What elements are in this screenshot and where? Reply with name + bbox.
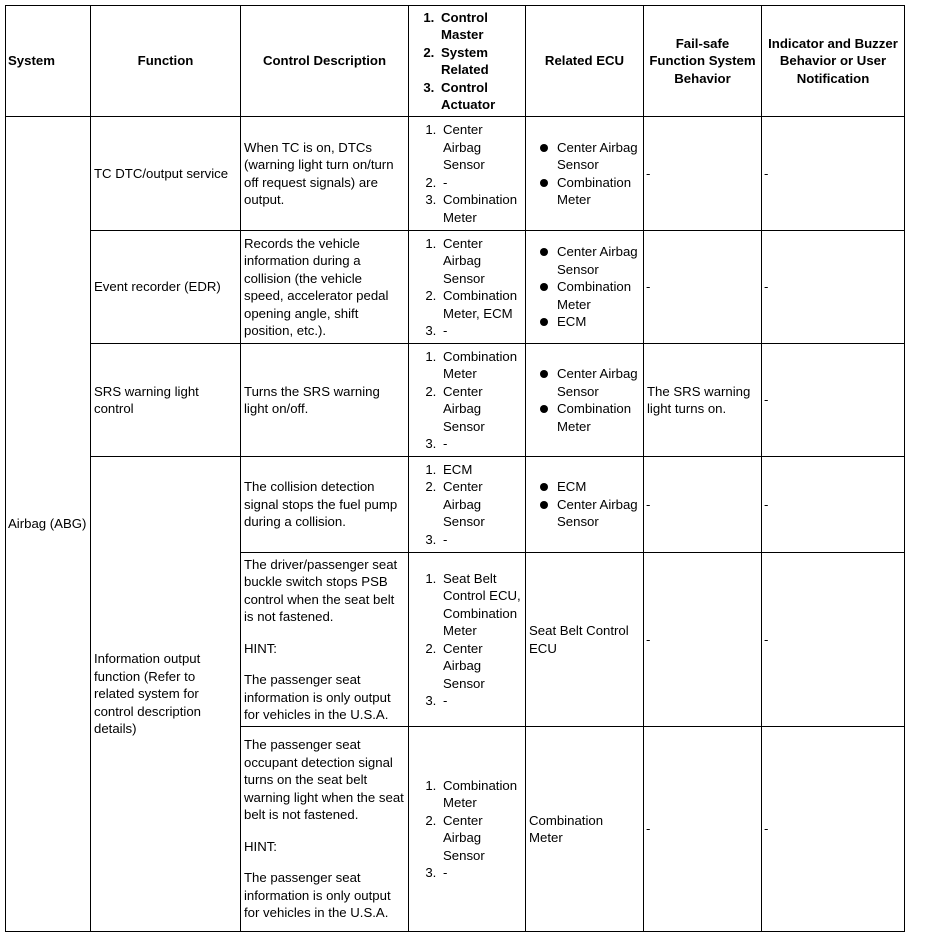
control-master: 1. Center Airbag Sensor: [440, 121, 522, 174]
control-actuator: 3. -: [440, 692, 522, 710]
system-cell: Airbag (ABG): [6, 117, 91, 932]
hint-text: The passenger seat information is only output for vehicles in the U.S.A.: [244, 672, 391, 722]
hint-label: HINT:: [244, 640, 277, 656]
header-control-list: [409, 6, 526, 117]
related-ecu-cell: Seat Belt Control ECU: [526, 553, 644, 727]
control-list: [412, 777, 522, 882]
control-actuator: 3. -: [440, 435, 522, 453]
control-cell: [409, 457, 526, 553]
description-text: The collision detection signal stops the fuel pump during a collision.: [244, 479, 398, 530]
ecu-item: Combination Meter: [557, 400, 640, 435]
control-master: 1. Combination Meter: [440, 777, 522, 812]
indicator-cell: -: [762, 344, 905, 457]
control-master: 1. ECM: [440, 461, 522, 479]
header-related-ecu: Related ECU: [526, 6, 644, 117]
related-ecu-cell: [526, 231, 644, 344]
ecu-item: Center Airbag Sensor: [557, 496, 640, 531]
related-ecu-cell: Combination Meter: [526, 727, 644, 932]
header-system: System: [6, 6, 91, 117]
ecu-item: Center Airbag Sensor: [557, 139, 640, 174]
function-cell: SRS warning light control: [91, 344, 241, 457]
control-actuator: 3. -: [440, 864, 522, 882]
indicator-cell: -: [762, 231, 905, 344]
description-cell: [241, 231, 409, 344]
system-related: 2. -: [440, 174, 522, 192]
control-list: [412, 121, 522, 226]
control-actuator: 3. Combination Meter: [440, 191, 522, 226]
control-list: [412, 570, 522, 710]
ecu-item: Center Airbag Sensor: [557, 243, 640, 278]
function-cell: Event recorder (EDR): [91, 231, 241, 344]
description-text: When TC is on, DTCs (warning light turn on/turn off request signals) are output.: [244, 139, 394, 207]
header-control-ordered-list: [412, 9, 522, 114]
description-text: Records the vehicle information during a collision (the vehicle speed, accelerator pedal opening angle, shift position, etc.).: [244, 235, 389, 338]
indicator-cell: -: [762, 117, 905, 231]
ecu-item: ECM: [557, 478, 640, 496]
control-cell: [409, 553, 526, 727]
header-control-master: 1. Control Master: [438, 9, 522, 44]
indicator-cell: -: [762, 727, 905, 932]
description-text: The driver/passenger seat buckle switch stops PSB control when the seat belt is not fastened.: [244, 556, 398, 624]
control-list: [412, 235, 522, 340]
table-row: [6, 344, 905, 457]
hint-text: The passenger seat information is only output for vehicles in the U.S.A.: [244, 870, 391, 921]
header-control-description: Control Description: [241, 6, 409, 117]
related-ecu-cell: [526, 117, 644, 231]
ecu-list: [529, 478, 640, 531]
description-text: The passenger seat occupant detection signal turns on the seat belt warning light when the seat belt is not fastened.: [244, 737, 404, 823]
control-cell: [409, 117, 526, 231]
ecu-item: Center Airbag Sensor: [557, 365, 640, 400]
control-master: 1. Center Airbag Sensor: [440, 235, 522, 288]
system-related: 2. Center Airbag Sensor: [440, 640, 522, 693]
ecu-list: [529, 243, 640, 331]
related-ecu-cell: [526, 344, 644, 457]
ecu-list: [529, 365, 640, 435]
description-cell: [241, 344, 409, 457]
description-cell: [241, 553, 409, 727]
function-cell: TC DTC/output service: [91, 117, 241, 231]
control-list: [412, 348, 522, 453]
description-cell: [241, 117, 409, 231]
ecu-item: Combination Meter: [557, 174, 640, 209]
function-cell: Information output function (Refer to related system for control description details): [91, 457, 241, 932]
header-system-related: 2. System Related: [438, 44, 522, 79]
control-master: 1. Seat Belt Control ECU, Combination Meter: [440, 570, 522, 640]
header-function: Function: [91, 6, 241, 117]
system-related: 2. Combination Meter, ECM: [440, 287, 522, 322]
ecu-item: Combination Meter: [557, 278, 640, 313]
ecu-list: [529, 139, 640, 209]
hint-label: HINT:: [244, 838, 277, 854]
description-cell: [241, 727, 409, 932]
fail-safe-cell: -: [644, 553, 762, 727]
control-cell: [409, 727, 526, 932]
description-cell: [241, 457, 409, 553]
header-row: [6, 6, 905, 117]
fail-safe-cell: The SRS warning light turns on.: [644, 344, 762, 457]
fail-safe-cell: -: [644, 231, 762, 344]
indicator-cell: -: [762, 553, 905, 727]
indicator-cell: -: [762, 457, 905, 553]
control-master: 1. Combination Meter: [440, 348, 522, 383]
system-related: 2. Center Airbag Sensor: [440, 812, 522, 865]
control-actuator: 3. -: [440, 531, 522, 549]
fail-safe-cell: -: [644, 727, 762, 932]
system-related: 2. Center Airbag Sensor: [440, 478, 522, 531]
description-text: Turns the SRS warning light on/off.: [244, 383, 380, 416]
table-row: [6, 231, 905, 344]
fail-safe-cell: -: [644, 117, 762, 231]
ecu-item: ECM: [557, 313, 640, 331]
fail-safe-cell: -: [644, 457, 762, 553]
control-actuator: 3. -: [440, 322, 522, 340]
system-related: 2. Center Airbag Sensor: [440, 383, 522, 436]
airbag-system-table: [5, 5, 905, 932]
related-ecu-cell: [526, 457, 644, 553]
control-list: [412, 461, 522, 549]
header-control-actuator: 3. Control Actuator: [438, 79, 522, 114]
control-cell: [409, 344, 526, 457]
table-row: [6, 117, 905, 231]
header-indicator: Indicator and Buzzer Behavior or User Notification: [762, 6, 905, 117]
table-row: [6, 457, 905, 553]
control-cell: [409, 231, 526, 344]
header-fail-safe: Fail-safe Function System Behavior: [644, 6, 762, 117]
